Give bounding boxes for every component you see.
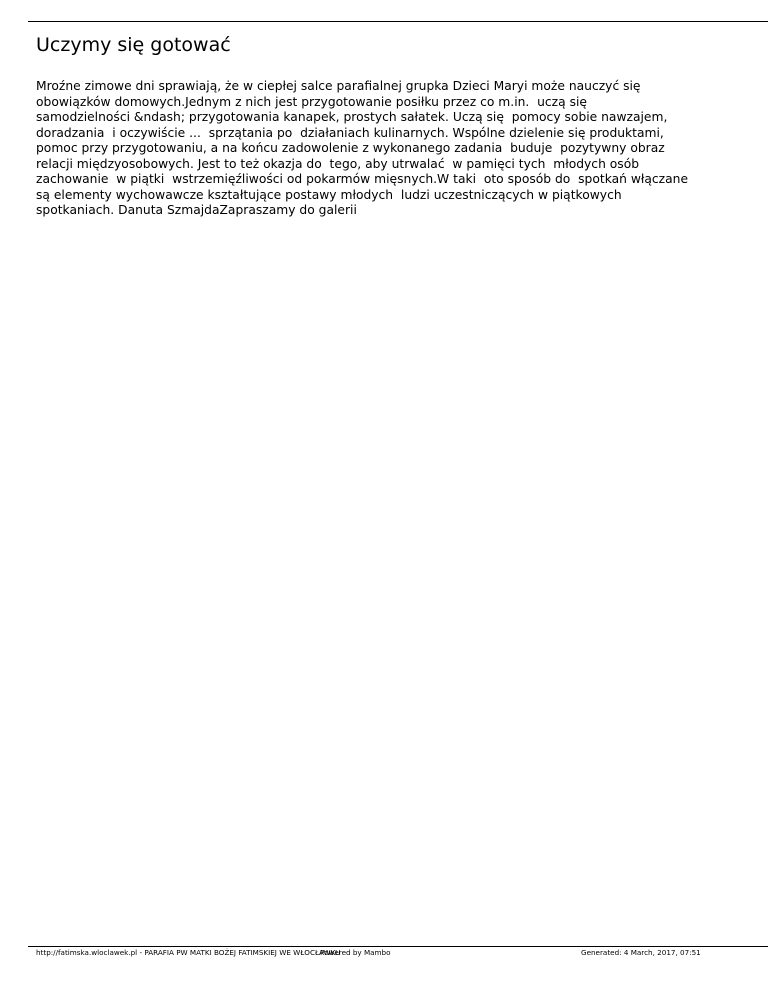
article-line: Mroźne zimowe dni sprawiają, że w ciepłej salce parafialnej grupka Dzieci Maryi może nauczyć się [36, 79, 641, 93]
article-line: zachowanie w piątki wstrzemięźliwości od pokarmów mięsnych.W taki oto sposób do spotkań włączane [36, 172, 689, 186]
footer-powered-by: Powered by Mambo [320, 948, 391, 957]
article-line: relacji międzyosobowych. Jest to też okazja do tego, aby utrwalać w pamięci tych młodych osób [36, 156, 640, 171]
top-divider [28, 21, 768, 22]
article-body [36, 79, 748, 219]
article-line: obowiązków domowych.Jednym z nich jest przygotowanie posiłku przez co m.in. uczą się [36, 94, 587, 109]
footer-generated: Generated: 4 March, 2017, 07:51 [581, 948, 701, 957]
article-title: Uczymy się gotować [36, 34, 231, 56]
article-line: doradzania i oczywiście ... sprzątania po działaniach kulinarnych. Wspólne dzielenie się produktami, [36, 125, 664, 140]
article-line: samodzielności &ndash; przygotowania kanapek, prostych sałatek. Uczą się pomocy sobie nawzajem, [36, 110, 668, 124]
article-line: są elementy wychowawcze kształtujące postawy młodych ludzi uczestniczących w piątkowych [36, 187, 622, 202]
article-line: spotkaniach. Danuta SzmajdaZapraszamy do galerii [36, 203, 357, 217]
footer-divider [28, 946, 768, 947]
article-line: pomoc przy przygotowaniu, a na końcu zadowolenie z wykonanego zadania buduje pozytywny obraz [36, 141, 665, 155]
footer-source-url: http://fatimska.wloclawek.pl - PARAFIA PW MATKI BOŻEJ FATIMSKIEJ WE WŁOCŁAWKU [36, 948, 341, 957]
